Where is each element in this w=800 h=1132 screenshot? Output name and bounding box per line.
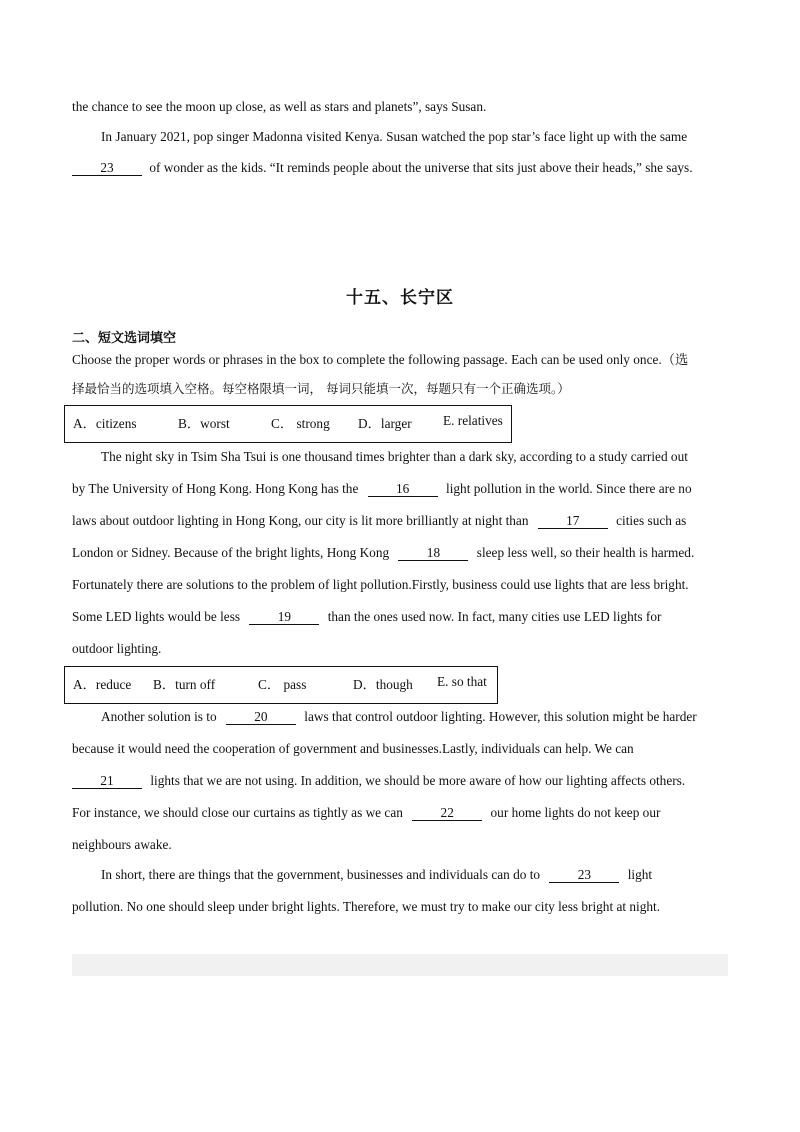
text-span: our home lights do not keep our xyxy=(490,805,661,820)
text-span: cities such as xyxy=(616,513,687,528)
text-span: sleep less well, so their health is harmed. xyxy=(476,545,695,560)
paragraph-line: neighbours awake. xyxy=(72,837,172,852)
word-option: E. so that xyxy=(437,674,487,689)
paragraph-line: Fortunately there are solutions to the problem of light pollution.Firstly, business could use lights that are less bright. xyxy=(72,577,689,592)
paragraph-line: The night sky in Tsim Sha Tsui is one thousand times brighter than a dark sky, according to a study carried out xyxy=(101,449,688,464)
text-span: Some LED lights would be less xyxy=(72,609,241,624)
paragraph-line: In January 2021, pop singer Madonna visited Kenya. Susan watched the pop star’s face light up with the same xyxy=(101,129,688,144)
text-span: In short, there are things that the government, businesses and individuals can do to xyxy=(101,867,541,882)
word-option: D．though xyxy=(353,677,413,692)
section-heading: 二、短文选词填空 xyxy=(72,331,177,346)
text-span: light xyxy=(627,867,653,882)
word-option: C． strong xyxy=(271,416,330,431)
paragraph-line xyxy=(72,160,693,176)
text-span: than the ones used now. In fact, many cities use LED lights for xyxy=(327,609,662,624)
answer-blank: 23 xyxy=(72,161,142,176)
word-option: E. relatives xyxy=(443,413,503,428)
paragraph-line xyxy=(101,867,652,883)
paragraph-line xyxy=(72,545,694,561)
paragraph-line: the chance to see the moon up close, as well as stars and planets”, says Susan. xyxy=(72,99,487,114)
word-option: D．larger xyxy=(358,416,412,431)
text-span: laws that control outdoor lighting. However, this solution might be harder xyxy=(304,709,697,724)
answer-blank: 20 xyxy=(226,710,296,725)
text-span: For instance, we should close our curtains as tightly as we can xyxy=(72,805,403,820)
paragraph-line xyxy=(101,709,697,725)
paragraph-line xyxy=(72,513,686,529)
text-span: of wonder as the kids. “It reminds people about the universe that sits just above their heads,” she says. xyxy=(149,160,693,175)
text-span: Another solution is to xyxy=(101,709,217,724)
word-box xyxy=(64,405,512,443)
instruction-line: Choose the proper words or phrases in the box to complete the following passage. Each can be used only once.（选 xyxy=(72,352,689,367)
paragraph-line: outdoor lighting. xyxy=(72,641,162,656)
section-title: 十五、长宁区 xyxy=(346,288,454,308)
word-option: A．reduce xyxy=(73,677,132,692)
text-span: by The University of Hong Kong. Hong Kong has the xyxy=(72,481,359,496)
answer-blank: 22 xyxy=(412,806,482,821)
word-option: C． pass xyxy=(258,677,307,692)
answer-blank: 23 xyxy=(549,868,619,883)
paragraph-line xyxy=(72,773,685,789)
paragraph-line: pollution. No one should sleep under bright lights. Therefore, we must try to make our city less bright at night. xyxy=(72,899,661,914)
word-option: B．worst xyxy=(178,416,230,431)
text-span: lights that we are not using. In addition, we should be more aware of how our lighting affects others. xyxy=(150,773,686,788)
paragraph-line xyxy=(72,481,692,497)
text-span: light pollution in the world. Since there are no xyxy=(446,481,692,496)
answer-blank: 17 xyxy=(538,514,608,529)
paragraph-line xyxy=(72,609,661,625)
answer-blank: 16 xyxy=(368,482,438,497)
answer-blank: 19 xyxy=(249,610,319,625)
answer-blank: 21 xyxy=(72,774,142,789)
text-span: London or Sidney. Because of the bright lights, Hong Kong xyxy=(72,545,390,560)
instruction-line: 择最恰当的选项填入空格。每空格限填一词， 每词只能填一次，每题只有一个正确选项。） xyxy=(72,381,570,396)
word-option: B．turn off xyxy=(153,677,216,692)
text-span: laws about outdoor lighting in Hong Kong, our city is lit more brilliantly at night than xyxy=(72,513,529,528)
paragraph-line xyxy=(72,805,660,821)
footer-bar xyxy=(72,954,728,976)
word-option: A．citizens xyxy=(73,416,137,431)
word-box xyxy=(64,666,498,704)
paragraph-line: because it would need the cooperation of government and businesses.Lastly, individuals can help. We can xyxy=(72,741,634,756)
answer-blank: 18 xyxy=(398,546,468,561)
